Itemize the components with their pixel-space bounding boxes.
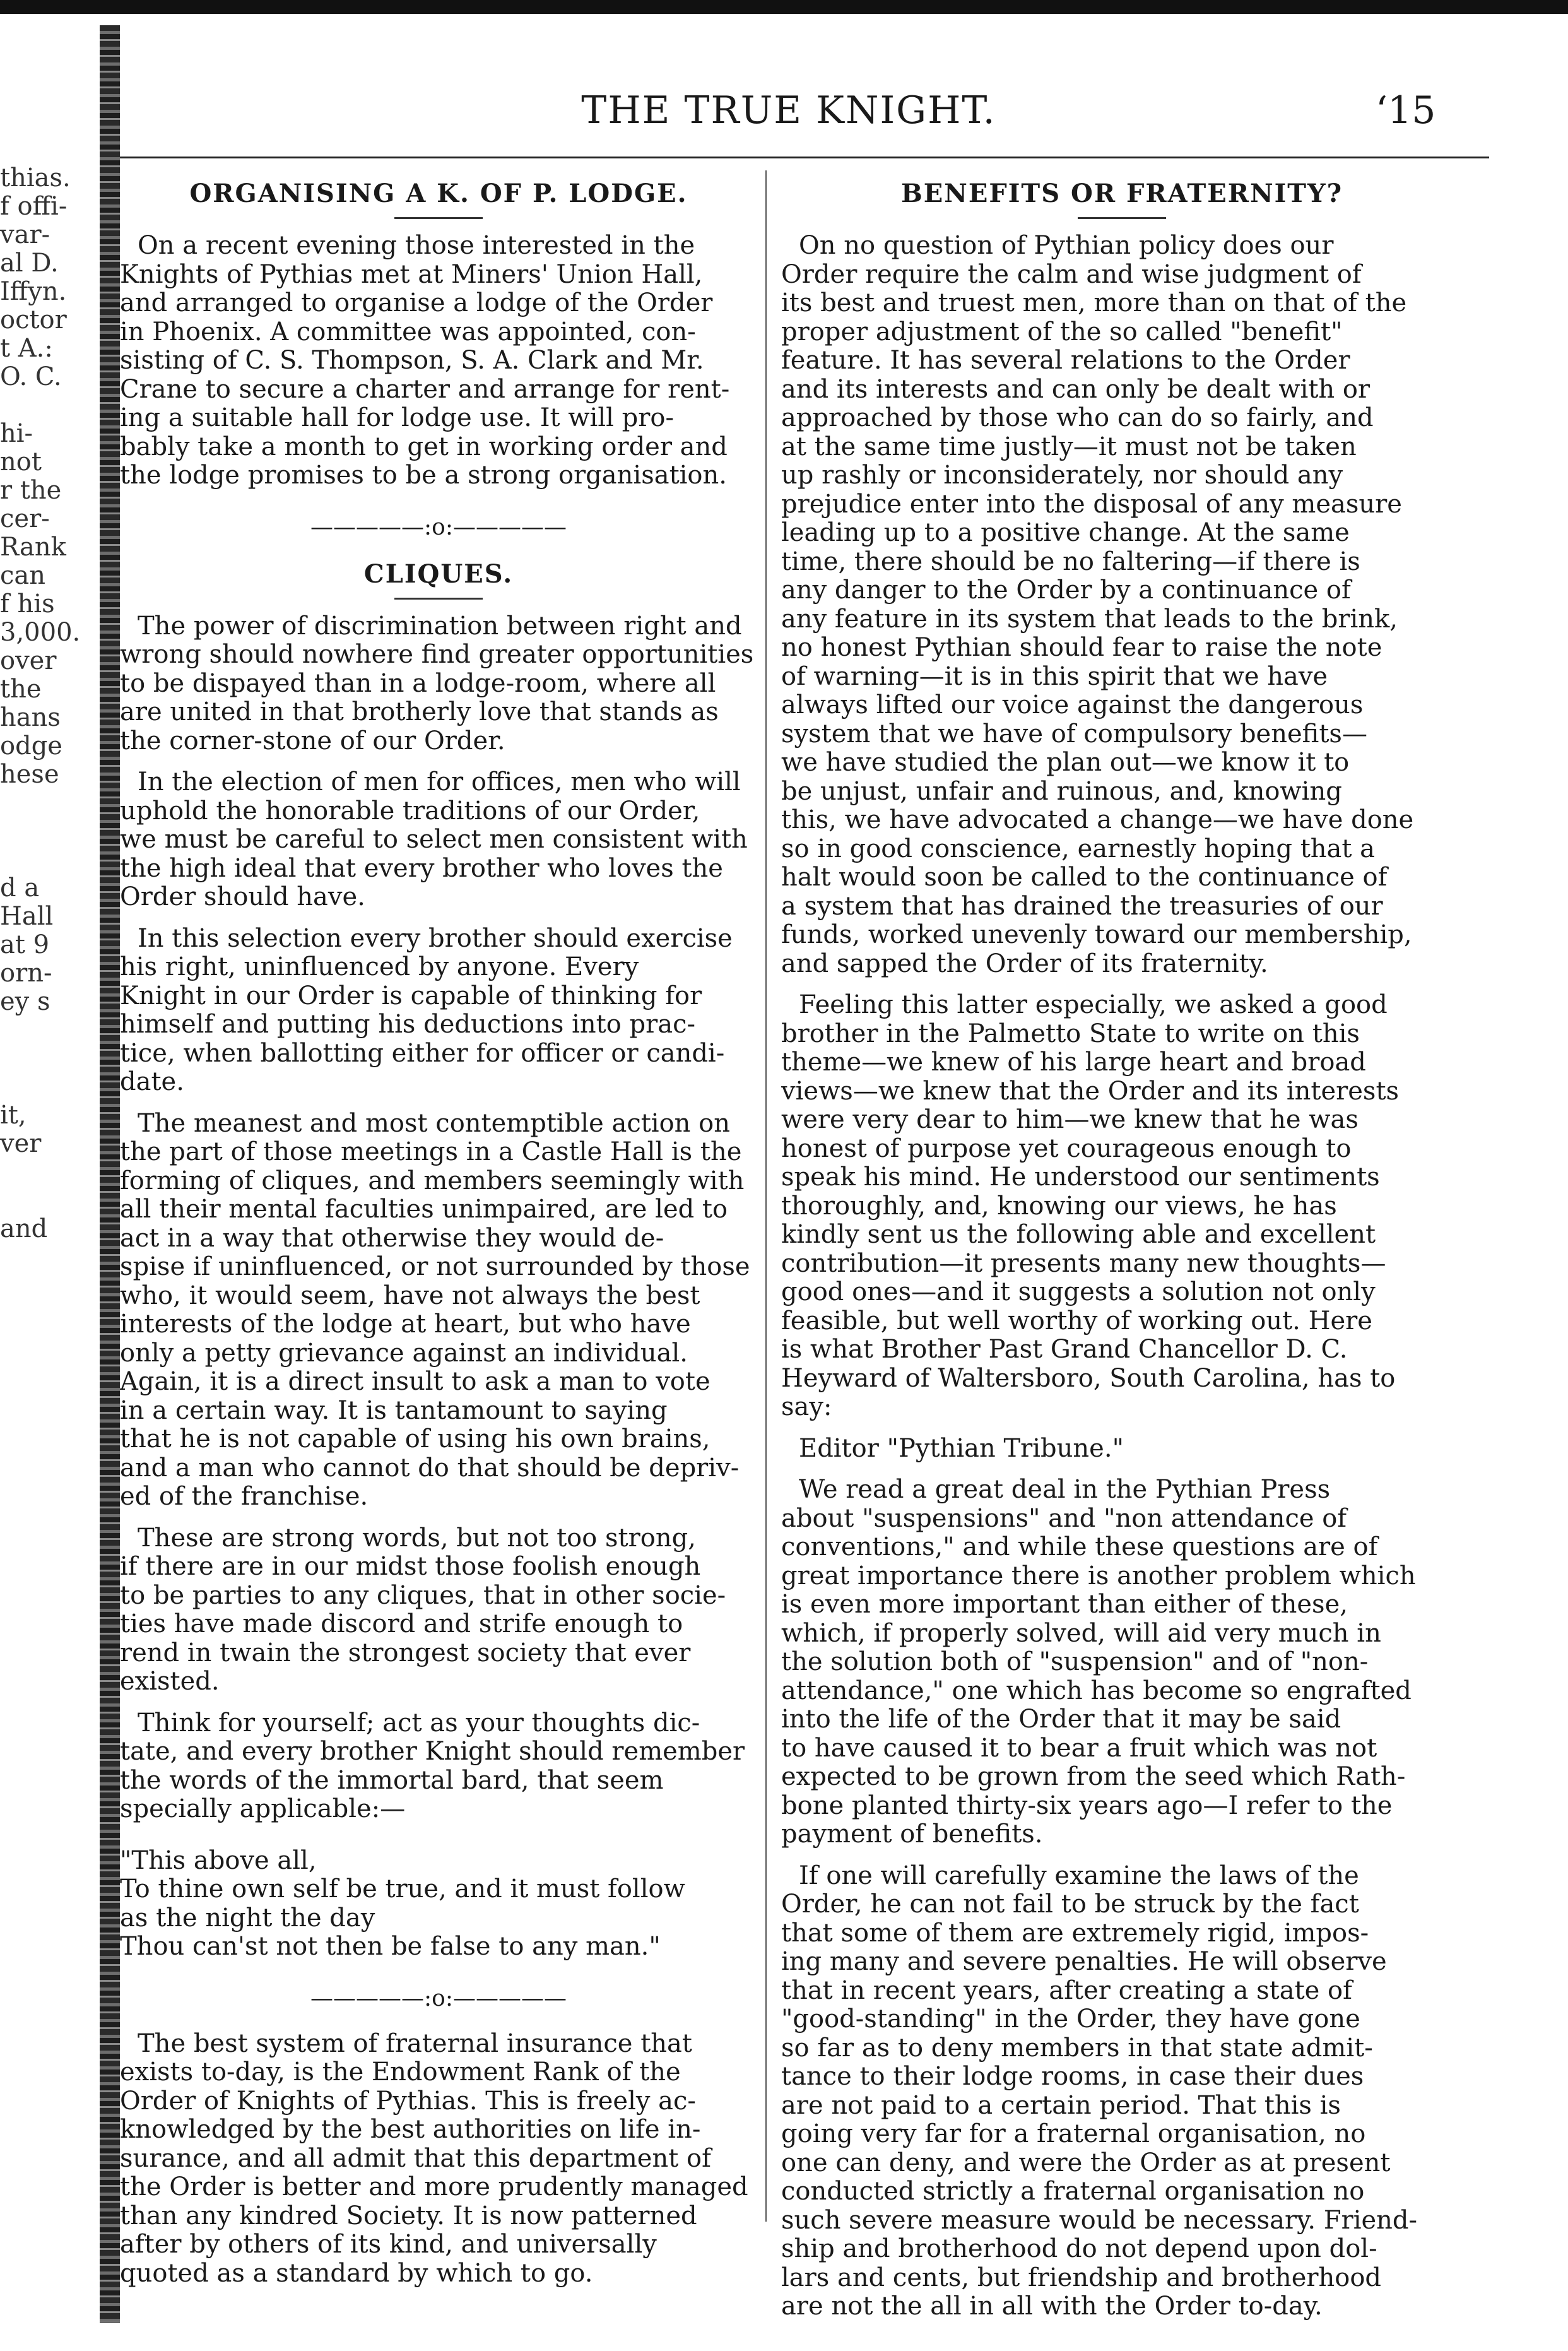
paragraph	[781, 1476, 1463, 1849]
text-line: approached by those who can do so fairly, and	[781, 404, 1374, 432]
text-line: conducted strictly a fraternal organisation no	[781, 2177, 1365, 2206]
margin-fragment: at 9	[0, 930, 50, 959]
paragraph	[781, 1435, 1463, 1464]
text-line: such severe measure would be necessary. Friend-	[781, 2206, 1418, 2235]
text-line: If one will carefully examine the laws of the	[799, 1861, 1359, 1890]
text-line: proper adjustment of the so called "benefit"	[781, 317, 1343, 346]
text-line: expected to be grown from the seed which Rath-	[781, 1763, 1406, 1791]
text-line: kindly sent us the following able and excellent	[781, 1221, 1376, 1249]
paragraph	[120, 1524, 757, 1697]
margin-fragment: al D.	[0, 249, 59, 278]
text-line: say:	[781, 1393, 832, 1421]
text-line: Editor "Pythian Tribune."	[799, 1434, 1124, 1463]
text-line: about "suspensions" and "non attendance of	[781, 1504, 1347, 1533]
margin-fragment	[0, 1016, 101, 1045]
text-line: are united in that brotherly love that stands as	[120, 698, 719, 726]
text-line: and arranged to organise a lodge of the Order	[120, 289, 713, 317]
heading-rule	[1078, 217, 1166, 219]
text-line: and its interests and can only be dealt with or	[781, 375, 1371, 404]
page-number: ‘15	[1376, 88, 1436, 133]
article-body-endowment-rank	[120, 2030, 757, 2289]
text-line: tance to their lodge rooms, in case their dues	[781, 2063, 1364, 2091]
text-line: tice, when ballotting either for officer or candi-	[120, 1039, 725, 1068]
text-line: the high ideal that every brother who loves the	[120, 854, 723, 883]
margin-fragment: not	[0, 447, 42, 477]
heading-rule	[394, 598, 483, 600]
margin-fragment: hi-	[0, 419, 33, 448]
right-column	[781, 178, 1463, 2321]
margin-fragment	[0, 789, 101, 817]
text-line: "good-standing" in the Order, they have gone	[781, 2005, 1360, 2034]
text-line: Think for yourself; act as your thoughts dic-	[138, 1708, 700, 1738]
masthead-title: THE TRUE KNIGHT.	[581, 88, 996, 133]
text-line: In the election of men for offices, men who will	[138, 768, 741, 796]
text-line: The meanest and most contemptible action on	[138, 1109, 730, 1138]
text-line: this, we have advocated a change—we have done	[781, 806, 1414, 834]
margin-fragment: O. C.	[0, 362, 62, 391]
article-heading-cliques: CLIQUES.	[363, 559, 514, 589]
text-line: up rashly or inconsiderately, nor should any	[781, 461, 1343, 490]
margin-fragment	[0, 1187, 101, 1215]
text-line: sisting of C. S. Thompson, S. A. Clark and Mr.	[120, 346, 704, 375]
heading-rule	[394, 217, 483, 219]
margin-fragment: var-	[0, 220, 50, 249]
text-line: so in good conscience, earnestly hoping that a	[781, 834, 1376, 863]
text-line: views—we knew that the Order and its interests	[781, 1077, 1400, 1106]
text-line: in Phoenix. A committee was appointed, con-	[120, 317, 696, 346]
paragraph	[781, 1862, 1463, 2321]
paragraph	[120, 232, 757, 490]
text-line: Order, he can not fail to be struck by the fact	[781, 1890, 1359, 1919]
margin-fragment: f offi-	[0, 192, 68, 221]
quote-line: "This above all,	[120, 1845, 317, 1875]
text-line: that he is not capable of using his own brains,	[120, 1425, 710, 1454]
text-line: On no question of Pythian policy does our	[799, 232, 1334, 260]
text-line: after by others of its kind, and universally	[120, 2230, 657, 2259]
text-line: were very dear to him—we knew that he was	[781, 1106, 1359, 1134]
margin-fragment	[0, 846, 101, 874]
text-line: and a man who cannot do that should be depriv-	[120, 1454, 740, 1483]
paragraph	[120, 2030, 757, 2289]
text-line: surance, and all admit that this department of	[120, 2144, 711, 2173]
text-line: going very far for a fraternal organisation, no	[781, 2120, 1366, 2148]
paragraph	[120, 925, 757, 1097]
text-line: himself and putting his deductions into prac-	[120, 1010, 696, 1039]
text-line: speak his mind. He understood our sentiments	[781, 1163, 1380, 1192]
text-line: date.	[120, 1068, 184, 1096]
text-line: feature. It has several relations to the Order	[781, 346, 1350, 375]
margin-fragment	[0, 817, 101, 846]
margin-fragment: thias.	[0, 164, 71, 192]
section-separator: —————:o:—————	[310, 514, 567, 540]
text-line: act in a way that otherwise they would de-	[120, 1224, 664, 1253]
margin-fragment: r the	[0, 476, 62, 505]
margin-fragment: cer-	[0, 504, 50, 533]
text-line: theme—we knew of his large heart and broad	[781, 1048, 1366, 1077]
shakespeare-quote	[120, 1847, 757, 1962]
text-line: we must be careful to select men consistent with	[120, 826, 748, 854]
text-line: halt would soon be called to the continuance of	[781, 863, 1388, 892]
text-line: we have studied the plan out—we know it to	[781, 749, 1350, 777]
text-line: knowledged by the best authorities on life in-	[120, 2116, 701, 2144]
margin-fragment: it,	[0, 1101, 27, 1130]
text-line: uphold the honorable traditions of our Order,	[120, 796, 700, 826]
paragraph	[120, 1709, 757, 1824]
text-line: feasible, but well worthy of working out. Here	[781, 1306, 1372, 1335]
text-line: Again, it is a direct insult to ask a man to vote	[120, 1368, 710, 1396]
text-line: system that we have of compulsory benefits—	[781, 720, 1367, 749]
text-line: brother in the Palmetto State to write on this	[781, 1019, 1360, 1048]
text-line: that in recent years, after creating a state of	[781, 1976, 1352, 2005]
margin-fragment	[0, 1045, 101, 1073]
margin-fragment: Rank	[0, 533, 66, 562]
text-line: lars and cents, but friendship and brotherhood	[781, 2263, 1382, 2292]
text-line: in a certain way. It is tantamount to saying	[120, 1396, 668, 1425]
text-line: great importance there is another problem which	[781, 1561, 1416, 1590]
paragraph	[120, 1110, 757, 1512]
text-line: that some of them are extremely rigid, impos-	[781, 1919, 1369, 1948]
column-divider	[765, 170, 767, 2222]
text-line: quoted as a standard by which to go.	[120, 2259, 593, 2288]
margin-fragment: ver	[0, 1129, 42, 1158]
text-line: the solution both of "suspension" and of "non-	[781, 1648, 1369, 1676]
text-line: The best system of fraternal insurance that	[138, 2029, 692, 2058]
margin-fragment: Iffyn.	[0, 277, 67, 306]
text-line: Order require the calm and wise judgment of	[781, 260, 1362, 289]
paragraph	[120, 612, 757, 756]
text-line: into the life of the Order that it may be said	[781, 1705, 1341, 1734]
margin-fragment	[0, 1073, 101, 1101]
article-body-benefits-or-fraternity	[781, 232, 1463, 2321]
text-line: ship and brotherhood do not depend upon dol-	[781, 2235, 1377, 2263]
text-line: payment of benefits.	[781, 1820, 1043, 1849]
text-line: and sapped the Order of its fraternity.	[781, 949, 1268, 978]
text-line: who, it would seem, have not always the best	[120, 1281, 700, 1310]
text-line: ties have made discord and strife enough to	[120, 1610, 683, 1638]
text-line: Knights of Pythias met at Miners' Union Hall,	[120, 260, 703, 289]
text-line: of warning—it is in this spirit that we have	[781, 662, 1328, 691]
text-line: Order should have.	[120, 883, 365, 911]
margin-fragment: can	[0, 561, 46, 590]
text-line: is even more important than either of these,	[781, 1590, 1348, 1619]
text-line: the part of those meetings in a Castle Hall is the	[120, 1138, 742, 1166]
margin-fragment: hans	[0, 703, 61, 732]
text-line: Order of Knights of Pythias. This is freely ac-	[120, 2087, 696, 2116]
text-line: rend in twain the strongest society that ever	[120, 1638, 691, 1667]
text-line: funds, worked unevenly toward our membership,	[781, 921, 1412, 949]
text-line: to be parties to any cliques, that in other socie-	[120, 1581, 726, 1610]
margin-fragment: and	[0, 1214, 48, 1243]
masthead-rule	[120, 157, 1489, 158]
text-line: the words of the immortal bard, that seem	[120, 1766, 664, 1795]
text-line: We read a great deal in the Pythian Press	[799, 1476, 1331, 1504]
text-line: spise if uninfluenced, or not surrounded by those	[120, 1253, 750, 1281]
text-line: attendance," one which has become so engrafted	[781, 1676, 1412, 1705]
text-line: are not paid to a certain period. That this is	[781, 2091, 1341, 2120]
text-line: all their mental faculties unimpaired, are led to	[120, 1195, 728, 1224]
text-line: any danger to the Order by a continuance of	[781, 576, 1351, 605]
article-body-organising-lodge	[120, 232, 757, 490]
text-line: one can deny, and were the Order as at present	[781, 2148, 1391, 2177]
text-line: if there are in our midst those foolish enough	[120, 1553, 701, 1581]
text-line: any feature in its system that leads to the brink,	[781, 605, 1398, 634]
margin-fragment: odge	[0, 731, 62, 761]
margin-fragment: ey s	[0, 987, 50, 1016]
text-line: so far as to deny members in that state admit-	[781, 2034, 1373, 2063]
text-line: only a petty grievance against an individual.	[120, 1339, 688, 1368]
margin-fragment: over	[0, 646, 57, 675]
text-line: interests of the lodge at heart, but who have	[120, 1310, 691, 1339]
text-line: honest of purpose yet courageous enough to	[781, 1134, 1352, 1163]
scan-binding-edge	[100, 25, 120, 2323]
text-line: be unjust, unfair and ruinous, and, knowing	[781, 777, 1342, 806]
text-line: time, there should be no faltering—if there is	[781, 547, 1360, 576]
text-line: Crane to secure a charter and arrange for rent-	[120, 375, 730, 404]
paragraph	[781, 232, 1463, 978]
text-line: prejudice enter into the disposal of any measure	[781, 490, 1402, 519]
text-line: On a recent evening those interested in the	[138, 232, 695, 260]
text-line: is what Brother Past Grand Chancellor D. C.	[781, 1335, 1348, 1364]
previous-page-margin-fragments	[0, 164, 101, 1729]
scan-top-border	[0, 0, 1568, 14]
text-line: bone planted thirty-six years ago—I refer to the	[781, 1791, 1393, 1820]
text-line: specially applicable:—	[120, 1795, 406, 1823]
margin-fragment: 3,000.	[0, 618, 81, 647]
margin-fragment: d a	[0, 873, 40, 903]
text-line: his right, uninfluenced by anyone. Every	[120, 953, 639, 981]
text-line: tate, and every brother Knight should remember	[120, 1738, 745, 1766]
text-line: conventions," and while these questions are of	[781, 1533, 1378, 1561]
text-line: In this selection every brother should exercise	[138, 924, 733, 953]
text-line: to have caused it to bear a fruit which was not	[781, 1734, 1377, 1763]
text-line: ing a suitable hall for lodge use. It will pro-	[120, 404, 674, 432]
quote-line: as the night the day	[120, 1903, 375, 1933]
text-line: the lodge promises to be a strong organisation.	[120, 461, 727, 490]
text-line: These are strong words, but not too strong,	[138, 1524, 696, 1553]
quote-line: To thine own self be true, and it must follow	[120, 1874, 685, 1904]
left-column	[120, 178, 757, 2288]
text-line: Feeling this latter especially, we asked a good	[799, 991, 1388, 1019]
margin-fragment: Hall	[0, 902, 54, 931]
margin-fragment: the	[0, 675, 42, 704]
text-line: thoroughly, and, knowing our views, he has	[781, 1192, 1337, 1221]
section-separator: —————:o:—————	[310, 1985, 567, 2011]
article-heading-organising-lodge: ORGANISING A K. OF P. LODGE.	[189, 179, 688, 208]
text-line: the Order is better and more prudently managed	[120, 2173, 748, 2201]
text-line: Knight in our Order is capable of thinking for	[120, 981, 702, 1010]
text-line: bably take a month to get in working order and	[120, 432, 728, 461]
margin-fragment: f his	[0, 589, 55, 619]
text-line: a system that has drained the treasuries of our	[781, 892, 1383, 921]
paragraph	[781, 991, 1463, 1422]
text-line: wrong should nowhere find greater opportunities	[120, 641, 754, 669]
text-line: Heyward of Waltersboro, South Carolina, has to	[781, 1364, 1396, 1393]
text-line: its best and truest men, more than on that of the	[781, 289, 1407, 317]
text-line: no honest Pythian should fear to raise the note	[781, 634, 1382, 662]
margin-fragment	[0, 1158, 101, 1187]
text-line: forming of cliques, and members seemingly with	[120, 1166, 745, 1195]
text-line: which, if properly solved, will aid very much in	[781, 1619, 1381, 1648]
text-line: than any kindred Society. It is now patterned	[120, 2201, 697, 2230]
text-line: at the same time justly—it must not be taken	[781, 432, 1357, 461]
text-line: existed.	[120, 1667, 220, 1696]
margin-fragment: orn-	[0, 959, 52, 988]
quote-line: Thou can'st not then be false to any man."	[120, 1932, 661, 1961]
text-line: always lifted our voice against the dangerous	[781, 691, 1364, 720]
text-line: The power of discrimination between right and	[138, 612, 742, 641]
article-heading-benefits-or-fraternity: BENEFITS OR FRATERNITY?	[900, 179, 1343, 208]
article-body-cliques	[120, 612, 757, 1824]
text-line: ed of the franchise.	[120, 1483, 368, 1511]
margin-fragment	[0, 391, 101, 420]
text-line: to be dispayed than in a lodge-room, where all	[120, 669, 716, 698]
text-line: good ones—and it suggests a solution not only	[781, 1278, 1376, 1306]
paragraph	[120, 768, 757, 912]
text-line: are not the all in all with the Order to-day.	[781, 2292, 1323, 2321]
text-line: exists to-day, is the Endowment Rank of the	[120, 2058, 681, 2087]
text-line: ing many and severe penalties. He will observe	[781, 1948, 1387, 1976]
margin-fragment: hese	[0, 760, 59, 789]
margin-fragment: octor	[0, 305, 67, 335]
text-line: the corner-stone of our Order.	[120, 726, 505, 755]
text-line: leading up to a positive change. At the same	[781, 519, 1350, 547]
margin-fragment: t A.:	[0, 334, 53, 363]
text-line: contribution—it presents many new thoughts—	[781, 1249, 1386, 1278]
